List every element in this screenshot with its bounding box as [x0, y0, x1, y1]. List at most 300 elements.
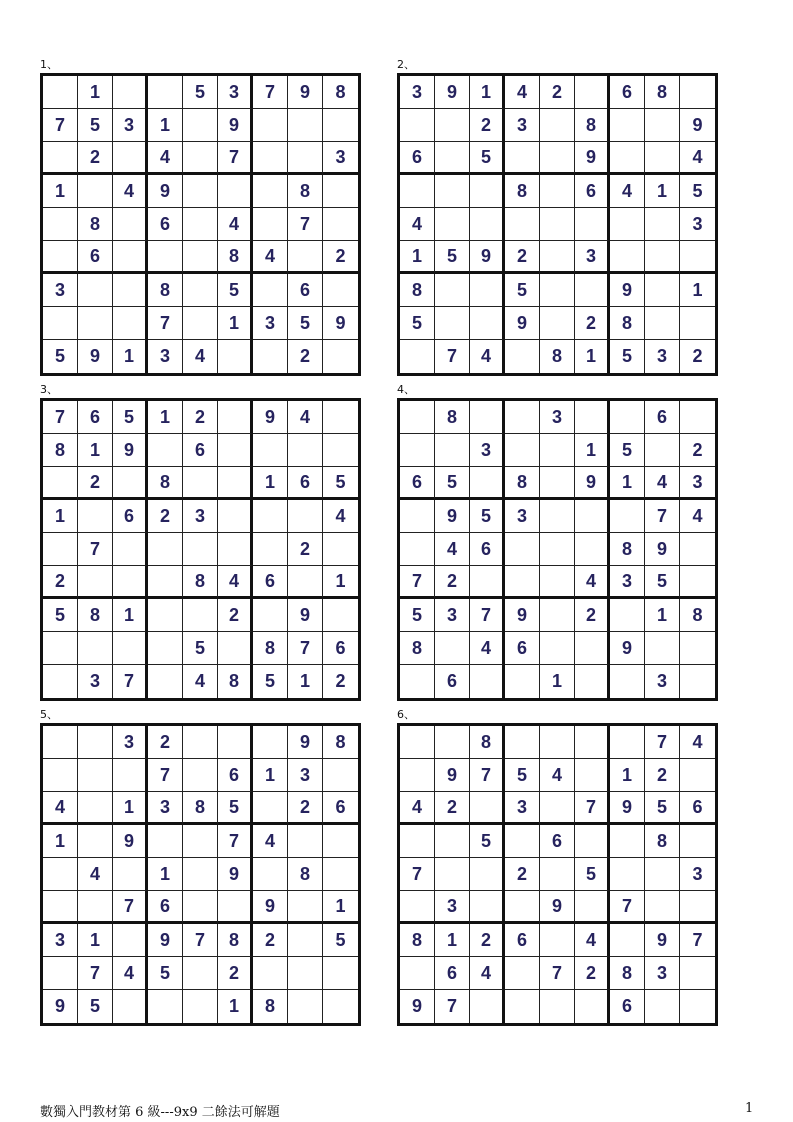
sudoku-cell: 2 [470, 924, 505, 957]
sudoku-cell [610, 599, 645, 632]
sudoku-cell [470, 208, 505, 241]
sudoku-cell [505, 340, 540, 373]
sudoku-cell [540, 500, 575, 533]
sudoku-cell: 9 [610, 792, 645, 825]
sudoku-cell: 2 [540, 76, 575, 109]
sudoku-cell [470, 665, 505, 698]
sudoku-cell [400, 957, 435, 990]
sudoku-cell [610, 726, 645, 759]
sudoku-cell: 6 [148, 208, 183, 241]
sudoku-cell [470, 307, 505, 340]
sudoku-cell: 4 [218, 566, 253, 599]
sudoku-cell: 4 [113, 175, 148, 208]
sudoku-cell: 8 [505, 467, 540, 500]
sudoku-cell: 3 [435, 891, 470, 924]
sudoku-cell: 7 [470, 759, 505, 792]
sudoku-cell: 3 [288, 759, 323, 792]
sudoku-cell: 8 [288, 858, 323, 891]
sudoku-cell [470, 274, 505, 307]
sudoku-cell [253, 858, 288, 891]
sudoku-cell: 1 [43, 175, 78, 208]
sudoku-cell: 9 [680, 109, 715, 142]
sudoku-cell [645, 208, 680, 241]
sudoku-cell: 4 [470, 632, 505, 665]
sudoku-cell: 1 [113, 340, 148, 373]
sudoku-cell [575, 533, 610, 566]
sudoku-cell: 1 [148, 401, 183, 434]
sudoku-puzzle-6 [397, 708, 713, 1026]
sudoku-cell: 8 [610, 533, 645, 566]
sudoku-cell [400, 340, 435, 373]
sudoku-cell: 7 [183, 924, 218, 957]
sudoku-cell [610, 500, 645, 533]
sudoku-cell [113, 924, 148, 957]
sudoku-cell: 8 [540, 340, 575, 373]
sudoku-cell: 2 [288, 340, 323, 373]
sudoku-cell: 5 [253, 665, 288, 698]
puzzle-label: 5、 [40, 708, 58, 721]
sudoku-cell [218, 434, 253, 467]
sudoku-puzzle-3 [40, 383, 356, 701]
sudoku-cell [183, 307, 218, 340]
sudoku-cell: 7 [218, 142, 253, 175]
sudoku-cell: 8 [400, 924, 435, 957]
sudoku-cell [540, 632, 575, 665]
sudoku-cell [148, 566, 183, 599]
sudoku-cell: 5 [645, 566, 680, 599]
sudoku-cell: 1 [610, 467, 645, 500]
sudoku-cell [645, 109, 680, 142]
sudoku-cell: 9 [253, 891, 288, 924]
sudoku-cell [43, 665, 78, 698]
sudoku-cell [288, 500, 323, 533]
sudoku-cell [43, 307, 78, 340]
sudoku-cell [43, 632, 78, 665]
sudoku-cell: 8 [645, 76, 680, 109]
sudoku-cell [540, 307, 575, 340]
sudoku-cell: 6 [400, 467, 435, 500]
sudoku-cell: 1 [43, 500, 78, 533]
sudoku-cell: 9 [400, 990, 435, 1023]
sudoku-cell [400, 109, 435, 142]
sudoku-cell: 3 [113, 726, 148, 759]
sudoku-cell [470, 792, 505, 825]
sudoku-cell: 8 [148, 274, 183, 307]
sudoku-cell: 6 [680, 792, 715, 825]
sudoku-cell: 8 [218, 241, 253, 274]
sudoku-grid [397, 723, 718, 1026]
sudoku-cell [400, 401, 435, 434]
sudoku-cell [218, 726, 253, 759]
sudoku-cell: 8 [505, 175, 540, 208]
sudoku-cell: 8 [400, 274, 435, 307]
sudoku-cell: 2 [645, 759, 680, 792]
sudoku-cell: 8 [470, 726, 505, 759]
sudoku-cell [43, 957, 78, 990]
sudoku-cell: 6 [78, 401, 113, 434]
sudoku-cell: 7 [43, 401, 78, 434]
sudoku-cell: 6 [505, 924, 540, 957]
sudoku-cell [435, 175, 470, 208]
sudoku-cell: 5 [470, 825, 505, 858]
sudoku-cell: 2 [680, 434, 715, 467]
sudoku-cell [505, 957, 540, 990]
sudoku-cell: 4 [183, 340, 218, 373]
sudoku-cell [218, 175, 253, 208]
sudoku-cell [218, 401, 253, 434]
sudoku-cell [610, 241, 645, 274]
sudoku-cell [680, 825, 715, 858]
sudoku-cell [253, 957, 288, 990]
puzzle-label: 6、 [397, 708, 415, 721]
sudoku-puzzle-2 [397, 58, 713, 376]
sudoku-cell [323, 208, 358, 241]
sudoku-cell [253, 792, 288, 825]
sudoku-cell: 4 [253, 825, 288, 858]
sudoku-cell [470, 858, 505, 891]
sudoku-cell: 3 [645, 957, 680, 990]
sudoku-cell [43, 759, 78, 792]
sudoku-cell [540, 109, 575, 142]
sudoku-cell [288, 109, 323, 142]
sudoku-cell: 5 [610, 340, 645, 373]
sudoku-cell: 6 [645, 401, 680, 434]
sudoku-cell [78, 632, 113, 665]
sudoku-cell [253, 340, 288, 373]
sudoku-cell: 5 [78, 990, 113, 1023]
sudoku-cell: 5 [505, 274, 540, 307]
sudoku-cell [288, 891, 323, 924]
sudoku-cell: 6 [435, 957, 470, 990]
sudoku-cell: 5 [435, 467, 470, 500]
sudoku-cell [540, 142, 575, 175]
sudoku-cell: 2 [335, 671, 346, 691]
sudoku-cell: 3 [113, 109, 148, 142]
sudoku-cell [78, 792, 113, 825]
sudoku-cell: 9 [113, 434, 148, 467]
puzzle-label: 4、 [397, 383, 415, 396]
sudoku-grid [40, 398, 361, 701]
sudoku-cell: 5 [78, 109, 113, 142]
sudoku-cell: 2 [218, 599, 253, 632]
sudoku-cell [540, 241, 575, 274]
sudoku-cell [645, 142, 680, 175]
sudoku-cell [148, 665, 183, 698]
sudoku-cell: 7 [435, 340, 470, 373]
sudoku-cell [680, 533, 715, 566]
sudoku-cell [575, 990, 610, 1023]
sudoku-cell: 7 [288, 208, 323, 241]
sudoku-cell: 1 [113, 599, 148, 632]
sudoku-cell: 7 [148, 759, 183, 792]
sudoku-cell [575, 665, 610, 698]
sudoku-cell: 6 [183, 434, 218, 467]
sudoku-cell: 1 [288, 665, 323, 698]
sudoku-cell [113, 208, 148, 241]
sudoku-cell: 4 [183, 665, 218, 698]
sudoku-cell: 3 [505, 109, 540, 142]
sudoku-cell [43, 533, 78, 566]
sudoku-cell [113, 632, 148, 665]
sudoku-cell [505, 401, 540, 434]
sudoku-cell: 9 [610, 632, 645, 665]
sudoku-cell [183, 858, 218, 891]
sudoku-cell [575, 208, 610, 241]
sudoku-cell [680, 990, 715, 1023]
sudoku-cell: 2 [148, 500, 183, 533]
sudoku-cell [645, 858, 680, 891]
sudoku-cell: 2 [43, 566, 78, 599]
sudoku-cell: 9 [470, 241, 505, 274]
sudoku-cell: 8 [218, 924, 253, 957]
sudoku-cell [218, 632, 253, 665]
sudoku-cell [610, 858, 645, 891]
sudoku-cell [505, 434, 540, 467]
sudoku-cell [113, 566, 148, 599]
sudoku-cell: 8 [78, 599, 113, 632]
sudoku-cell [680, 241, 715, 274]
sudoku-cell: 7 [43, 109, 78, 142]
sudoku-cell: 6 [470, 533, 505, 566]
sudoku-cell: 5 [43, 340, 78, 373]
sudoku-cell: 1 [218, 990, 253, 1023]
sudoku-cell [113, 467, 148, 500]
sudoku-cell [680, 632, 715, 665]
sudoku-cell [505, 825, 540, 858]
sudoku-cell: 1 [645, 175, 680, 208]
sudoku-cell: 2 [323, 241, 358, 274]
puzzle-label: 2、 [397, 58, 415, 71]
sudoku-cell [680, 957, 715, 990]
sudoku-cell: 8 [323, 76, 358, 109]
sudoku-cell: 9 [218, 109, 253, 142]
sudoku-cell: 7 [645, 500, 680, 533]
sudoku-cell: 3 [43, 924, 78, 957]
sudoku-cell [505, 208, 540, 241]
sudoku-cell: 2 [575, 599, 610, 632]
sudoku-puzzle-1 [40, 58, 356, 376]
sudoku-cell [183, 957, 218, 990]
sudoku-cell: 3 [680, 208, 715, 241]
sudoku-cell: 9 [435, 759, 470, 792]
sudoku-cell [575, 759, 610, 792]
sudoku-cell [218, 467, 253, 500]
sudoku-grid [397, 73, 718, 376]
footer-title: 數獨入門教材第 6 級---9x9 二餘法可解題 [40, 1105, 280, 1120]
sudoku-cell [540, 533, 575, 566]
sudoku-cell [288, 434, 323, 467]
sudoku-cell [400, 434, 435, 467]
sudoku-cell: 5 [610, 434, 645, 467]
sudoku-cell [540, 208, 575, 241]
sudoku-cell [575, 500, 610, 533]
sudoku-cell: 9 [148, 175, 183, 208]
sudoku-cell [470, 175, 505, 208]
sudoku-cell: 6 [218, 759, 253, 792]
sudoku-cell [540, 990, 575, 1023]
sudoku-cell: 8 [43, 434, 78, 467]
sudoku-cell: 8 [610, 957, 645, 990]
sudoku-cell [645, 434, 680, 467]
sudoku-cell [113, 274, 148, 307]
sudoku-cell [288, 957, 323, 990]
sudoku-cell [148, 632, 183, 665]
sudoku-cell [610, 208, 645, 241]
sudoku-cell: 8 [218, 665, 253, 698]
puzzle-label: 1、 [40, 58, 58, 71]
sudoku-cell: 4 [610, 175, 645, 208]
sudoku-cell [540, 566, 575, 599]
sudoku-cell: 2 [78, 142, 113, 175]
sudoku-puzzle-4 [397, 383, 713, 701]
sudoku-cell [183, 599, 218, 632]
sudoku-cell: 9 [288, 76, 323, 109]
sudoku-cell [148, 533, 183, 566]
sudoku-cell [43, 467, 78, 500]
sudoku-cell [323, 109, 358, 142]
sudoku-cell [505, 891, 540, 924]
sudoku-cell [645, 632, 680, 665]
sudoku-cell: 8 [183, 792, 218, 825]
sudoku-cell [323, 957, 358, 990]
sudoku-grid [397, 398, 718, 701]
sudoku-cell: 1 [435, 924, 470, 957]
sudoku-cell [113, 241, 148, 274]
sudoku-cell [540, 467, 575, 500]
sudoku-cell: 3 [540, 401, 575, 434]
sudoku-grid [40, 73, 361, 376]
sudoku-cell: 4 [680, 726, 715, 759]
sudoku-cell: 4 [575, 924, 610, 957]
sudoku-cell: 2 [435, 566, 470, 599]
sudoku-cell: 9 [148, 924, 183, 957]
sudoku-cell: 2 [183, 401, 218, 434]
sudoku-cell [183, 726, 218, 759]
sudoku-cell: 5 [645, 792, 680, 825]
sudoku-cell: 5 [435, 241, 470, 274]
sudoku-cell: 6 [610, 990, 645, 1023]
sudoku-cell: 9 [435, 76, 470, 109]
sudoku-cell [43, 726, 78, 759]
sudoku-cell [183, 990, 218, 1023]
sudoku-cell: 2 [470, 109, 505, 142]
sudoku-cell: 3 [470, 434, 505, 467]
sudoku-cell: 3 [400, 76, 435, 109]
sudoku-cell: 3 [505, 792, 540, 825]
sudoku-cell: 6 [148, 891, 183, 924]
sudoku-cell: 8 [400, 632, 435, 665]
sudoku-cell [610, 401, 645, 434]
sudoku-cell: 5 [288, 307, 323, 340]
sudoku-cell: 7 [113, 665, 148, 698]
sudoku-cell [148, 241, 183, 274]
sudoku-cell [575, 726, 610, 759]
sudoku-cell: 9 [505, 599, 540, 632]
sudoku-cell [610, 665, 645, 698]
sudoku-cell [540, 175, 575, 208]
sudoku-cell: 6 [400, 142, 435, 175]
sudoku-cell [435, 208, 470, 241]
sudoku-cell [253, 175, 288, 208]
sudoku-cell: 7 [435, 990, 470, 1023]
sudoku-cell: 3 [505, 500, 540, 533]
sudoku-cell: 2 [218, 957, 253, 990]
sudoku-cell: 6 [540, 825, 575, 858]
sudoku-cell [253, 500, 288, 533]
sudoku-cell [288, 241, 323, 274]
sudoku-cell: 5 [218, 792, 253, 825]
page-number: 1 [745, 1101, 754, 1116]
sudoku-cell [78, 307, 113, 340]
sudoku-cell: 3 [148, 340, 183, 373]
sudoku-cell: 8 [610, 307, 645, 340]
sudoku-cell [253, 274, 288, 307]
sudoku-cell [435, 858, 470, 891]
sudoku-cell [183, 241, 218, 274]
sudoku-cell: 9 [113, 825, 148, 858]
sudoku-cell: 5 [400, 307, 435, 340]
sudoku-cell [645, 307, 680, 340]
sudoku-cell: 1 [148, 109, 183, 142]
sudoku-cell [323, 599, 358, 632]
sudoku-cell [43, 241, 78, 274]
sudoku-cell [505, 533, 540, 566]
sudoku-cell: 4 [680, 142, 715, 175]
sudoku-cell [218, 500, 253, 533]
sudoku-cell [43, 858, 78, 891]
sudoku-cell [78, 726, 113, 759]
sudoku-cell [680, 76, 715, 109]
sudoku-cell [470, 467, 505, 500]
sudoku-cell: 1 [575, 340, 610, 373]
sudoku-cell: 5 [470, 142, 505, 175]
sudoku-cell [505, 665, 540, 698]
sudoku-cell: 7 [148, 307, 183, 340]
sudoku-cell [680, 665, 715, 698]
sudoku-cell: 1 [253, 467, 288, 500]
sudoku-cell [113, 142, 148, 175]
sudoku-cell [540, 924, 575, 957]
sudoku-cell: 8 [680, 599, 715, 632]
sudoku-cell: 1 [610, 759, 645, 792]
sudoku-cell: 8 [253, 990, 288, 1023]
sudoku-cell [43, 76, 78, 109]
sudoku-cell: 4 [148, 142, 183, 175]
sudoku-cell [575, 891, 610, 924]
sudoku-cell [540, 274, 575, 307]
sudoku-cell: 9 [540, 891, 575, 924]
sudoku-cell [113, 307, 148, 340]
sudoku-cell: 4 [680, 500, 715, 533]
sudoku-cell: 1 [43, 825, 78, 858]
sudoku-cell [540, 726, 575, 759]
sudoku-cell: 1 [470, 76, 505, 109]
sudoku-cell [610, 825, 645, 858]
sudoku-cell [435, 307, 470, 340]
sudoku-cell: 7 [78, 957, 113, 990]
sudoku-cell [400, 175, 435, 208]
sudoku-cell [575, 401, 610, 434]
sudoku-cell: 8 [288, 175, 323, 208]
sudoku-cell: 3 [253, 307, 288, 340]
sudoku-cell [323, 434, 358, 467]
sudoku-cell [183, 759, 218, 792]
sudoku-cell: 1 [680, 274, 715, 307]
sudoku-cell: 9 [218, 858, 253, 891]
sudoku-cell: 9 [435, 500, 470, 533]
sudoku-cell: 4 [435, 533, 470, 566]
sudoku-cell [288, 924, 323, 957]
